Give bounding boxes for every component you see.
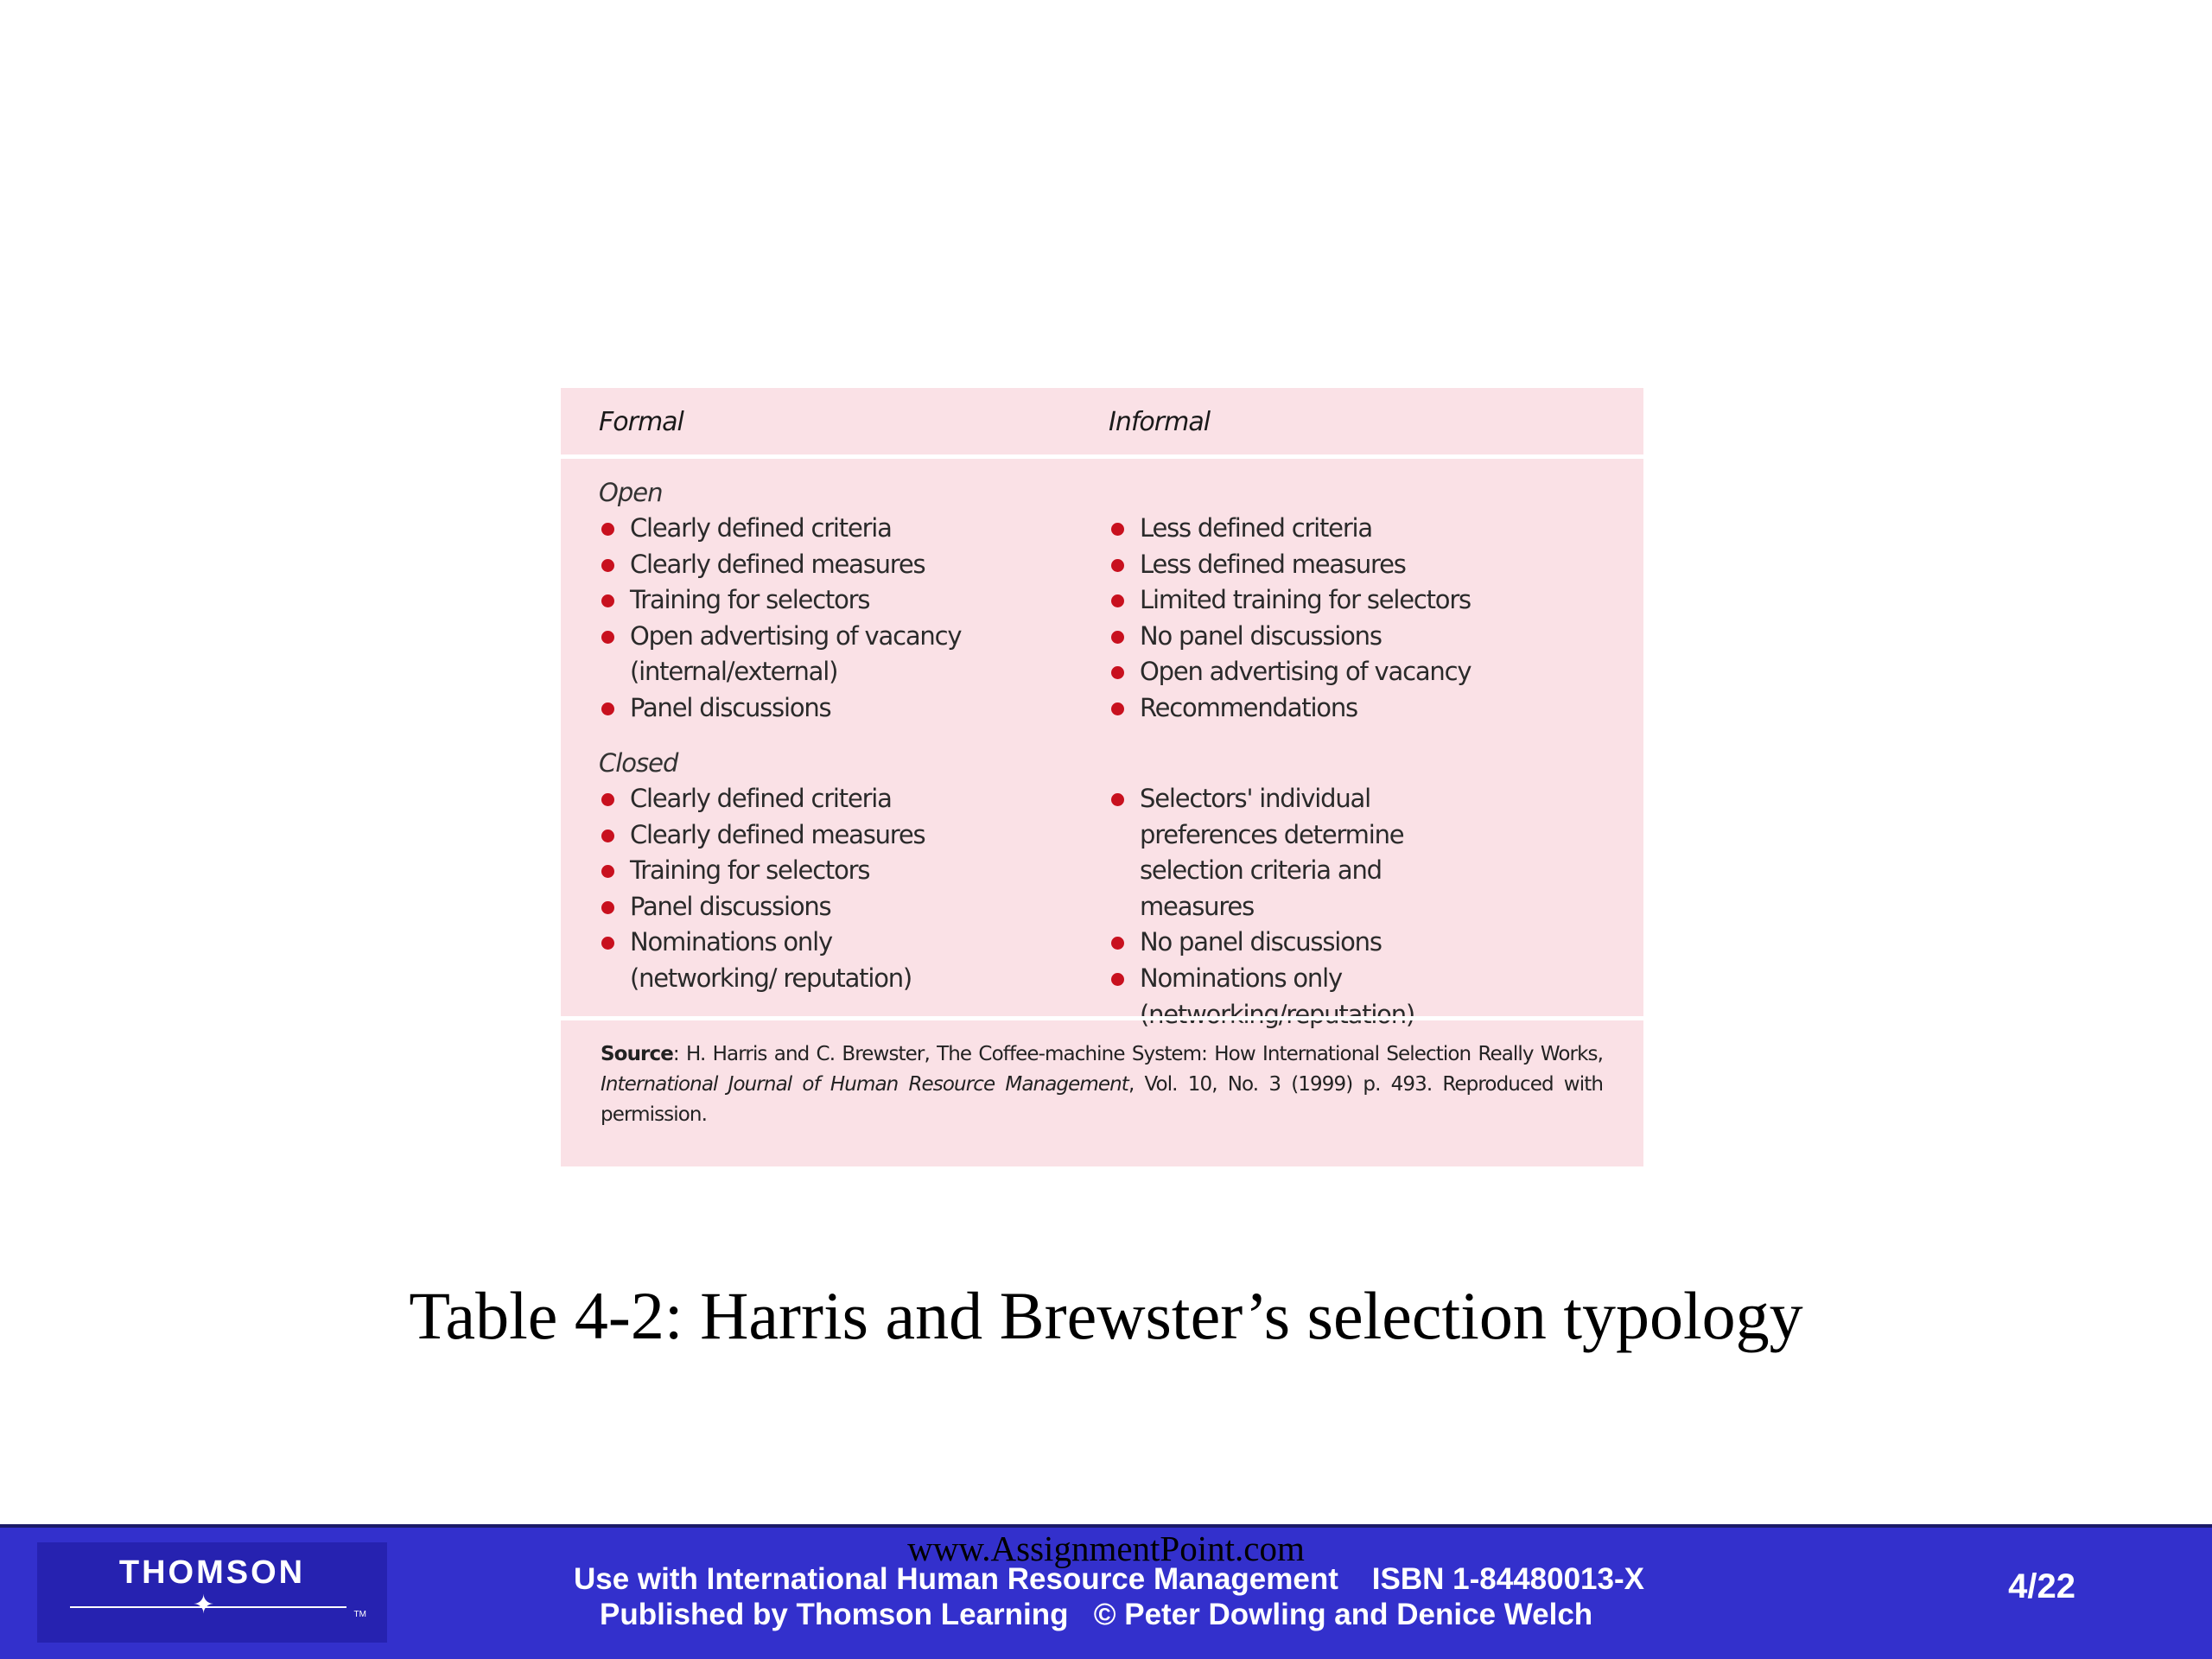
list-item-text: Clearly defined criteria: [630, 784, 892, 813]
source-label: Source: [601, 1043, 673, 1065]
bullet-icon: [601, 631, 614, 644]
list-item-text: Open advertising of vacancy (internal/external): [630, 620, 962, 687]
bullet-icon: [601, 559, 614, 572]
closed-informal-list: [1109, 781, 1489, 1033]
list-item-text: Nominations only (networking/reputation): [1140, 963, 1415, 1029]
table-body: [561, 459, 1643, 1404]
list-item-text: No panel discussions: [1140, 927, 1382, 957]
source-citation: [601, 1039, 1603, 1130]
list-item: [599, 889, 979, 925]
list-item: [599, 690, 979, 727]
list-item-text: Clearly defined criteria: [630, 513, 892, 543]
formal-column-header: Formal: [599, 407, 683, 437]
list-item: [599, 511, 979, 547]
list-item: [1109, 511, 1627, 547]
list-item-text: Clearly defined measures: [630, 549, 925, 579]
open-informal-list: [1109, 511, 1627, 727]
logo-wordmark: THOMSON: [118, 1554, 306, 1591]
list-item: [599, 853, 979, 889]
list-item: [1109, 582, 1627, 619]
list-item: [1109, 619, 1627, 655]
list-item-text: Clearly defined measures: [630, 819, 925, 849]
source-text-1: : H. Harris and C. Brewster, The Coffee-machine System: How International Selection Really Works,: [672, 1043, 1603, 1065]
list-item: [599, 781, 979, 817]
bullet-icon: [1111, 594, 1124, 607]
bullet-icon: [1111, 793, 1124, 806]
table-source-note: [561, 1016, 1643, 1171]
bullet-icon: [601, 830, 614, 842]
closed-section-label: Closed: [599, 748, 678, 778]
source-text-2: , Vol. 10, No. 3 (1999) p. 493. Reproduced with permission.: [601, 1073, 1603, 1126]
list-item: [599, 547, 979, 583]
list-item-text: Panel discussions: [630, 692, 831, 722]
bullet-icon: [601, 702, 614, 715]
list-item-text: Panel discussions: [630, 891, 831, 921]
bullet-icon: [1111, 559, 1124, 572]
footer-line-2: Published by Thomson Learning © Peter Dowling and Denice Welch: [600, 1598, 1593, 1631]
list-item: [599, 582, 979, 619]
list-item-text: Selectors' individual preferences determine selection criteria and measures: [1140, 784, 1404, 921]
bullet-icon: [1111, 631, 1124, 644]
list-item: [599, 817, 979, 854]
open-formal-list: [599, 511, 979, 727]
star-icon: ✦: [193, 1591, 215, 1619]
list-item: [599, 619, 979, 690]
list-item-text: Less defined measures: [1140, 549, 1406, 579]
slide-caption: Table 4-2: Harris and Brewster’s selection typology: [409, 1278, 1803, 1353]
list-item: [599, 925, 979, 996]
open-section-label: Open: [599, 478, 663, 507]
list-item-text: Nominations only (networking/ reputation): [630, 927, 912, 993]
list-item: [1109, 781, 1489, 925]
bullet-icon: [1111, 523, 1124, 536]
bullet-icon: [601, 937, 614, 950]
closed-formal-list: [599, 781, 979, 997]
page-number: 4/22: [2008, 1567, 2075, 1605]
bullet-icon: [1111, 937, 1124, 950]
list-item-text: Training for selectors: [630, 585, 870, 615]
watermark-url: www.AssignmentPoint.com: [907, 1529, 1305, 1568]
bullet-icon: [601, 594, 614, 607]
list-item: [1109, 654, 1627, 690]
list-item: [1109, 925, 1489, 961]
source-journal: International Journal of Human Resource Management: [601, 1073, 1128, 1096]
list-item-text: Open advertising of vacancy: [1140, 657, 1471, 687]
selection-typology-table: [561, 388, 1643, 1166]
list-item: [1109, 547, 1627, 583]
list-item-text: Recommendations: [1140, 692, 1357, 722]
table-header-row: [561, 388, 1643, 459]
bullet-icon: [601, 523, 614, 536]
bullet-icon: [601, 793, 614, 806]
footer-line-1: Use with International Human Resource Management ISBN 1-84480013-X: [574, 1562, 1644, 1596]
list-item-text: Training for selectors: [630, 855, 870, 886]
list-item-text: Less defined criteria: [1140, 513, 1372, 543]
list-item-text: No panel discussions: [1140, 620, 1382, 651]
bullet-icon: [1111, 666, 1124, 679]
bullet-icon: [1111, 702, 1124, 715]
informal-column-header: Informal: [1109, 407, 1211, 437]
bullet-icon: [601, 901, 614, 914]
trademark-mark: TM: [353, 1610, 366, 1619]
list-item: [1109, 690, 1627, 727]
bullet-icon: [1111, 973, 1124, 986]
list-item-text: Limited training for selectors: [1140, 585, 1471, 615]
bullet-icon: [601, 865, 614, 878]
